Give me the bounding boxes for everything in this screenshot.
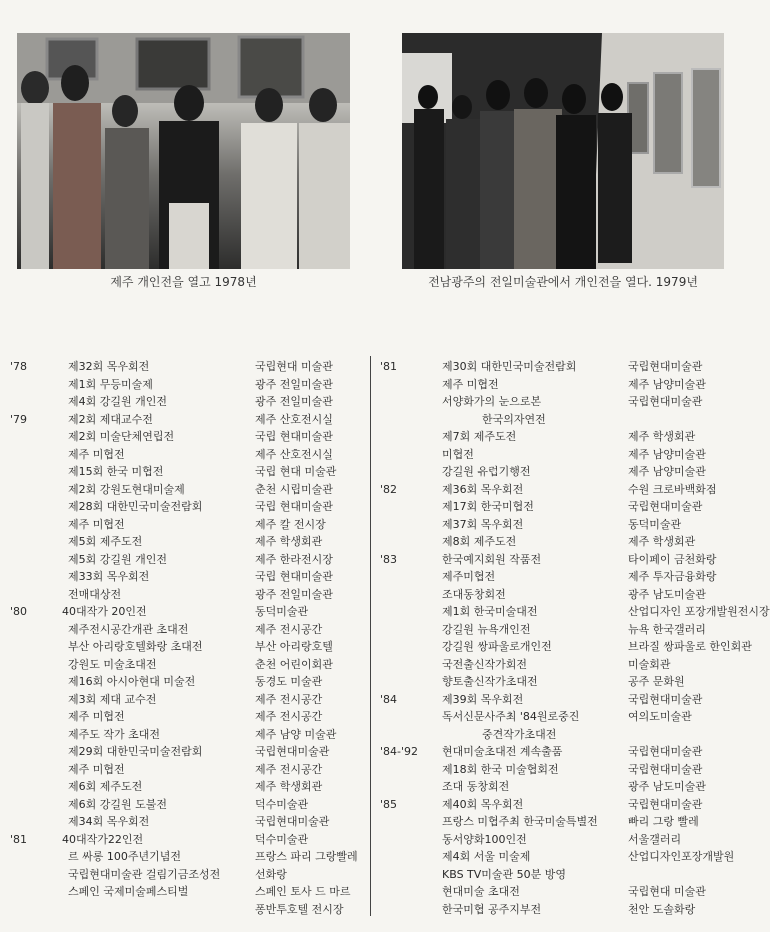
entry-venue: 제주 산호전시실: [255, 412, 333, 426]
exhibition-entry: [380, 866, 732, 884]
photo-caption-left: 제주 개인전을 열고 1978년: [110, 275, 257, 289]
exhibition-entry: [10, 568, 362, 586]
exhibition-entry: [380, 901, 732, 919]
exhibition-entry: [10, 376, 362, 394]
entry-venue: 동덕미술관: [255, 605, 309, 618]
entry-venue: 뉴욕 한국갤러리: [628, 622, 706, 636]
entry-event: 한국미협 공주지부전: [442, 902, 542, 916]
entry-event: 조대 동창회전: [442, 780, 510, 793]
entry-venue: 국립현대미술관: [628, 745, 703, 758]
exhibition-entry: [10, 831, 362, 849]
entry-event: 제2회 제대교수전: [68, 412, 153, 426]
exhibition-entry: [380, 743, 732, 761]
exhibition-entry: [380, 778, 732, 796]
entry-venue: 국립현대미술관: [628, 797, 703, 811]
entry-venue: 빠리 그랑 빨레: [628, 815, 699, 828]
entry-event: 제17회 한국미협전: [442, 500, 534, 513]
entry-venue: 미술회관: [628, 657, 671, 671]
entry-venue: 제주 투자금융화랑: [628, 570, 717, 583]
entry-venue: 제주 남양 미술관: [255, 727, 337, 741]
entry-event: 제36회 목우회전: [442, 482, 524, 496]
entry-event: 한국의자연전: [482, 412, 546, 426]
exhibition-entry: [380, 463, 732, 481]
entry-event: 제4회 강길원 개인전: [68, 395, 167, 408]
entry-event: 제34회 목우회전: [68, 815, 150, 828]
exhibition-entry: [380, 446, 732, 464]
exhibition-entry: [380, 551, 732, 569]
entry-venue: 국립현대 미술관: [628, 885, 706, 898]
entry-venue: 춘천 시립미술관: [255, 482, 333, 496]
entry-event: 제주미협전: [442, 570, 496, 583]
entry-venue: 산업디자인포장개발원: [628, 850, 735, 863]
exhibition-entry: [380, 603, 770, 621]
entry-event: 현대미술초대전 계속출품: [442, 745, 563, 758]
entry-event: 제29회 대한민국미술전람회: [68, 745, 203, 758]
entry-year: '83: [380, 552, 398, 566]
entry-venue: 국립 현대 미술관: [255, 465, 337, 478]
exhibition-entry: [10, 796, 362, 814]
entry-event: 제3회 제대 교수전: [68, 692, 157, 706]
entry-venue: 광주 전일미술관: [255, 587, 333, 601]
exhibition-entry: [10, 393, 362, 411]
exhibition-entry: [380, 586, 732, 604]
entry-venue: 덕수미술관: [255, 797, 309, 811]
entry-event: 르 싸롱 100주년기념전: [68, 850, 181, 863]
entry-venue: 제주 학생회관: [255, 535, 323, 548]
entry-event: 현대미술 초대전: [442, 885, 520, 898]
entry-venue: 국립현대미술관: [628, 692, 703, 706]
entry-venue: 선화랑: [255, 867, 287, 881]
exhibition-entry: [380, 848, 735, 866]
entry-venue: 춘천 어린이회관: [255, 657, 333, 671]
entry-venue: 제주 전시공간: [255, 622, 323, 636]
entry-venue: 제주 한라전시장: [255, 552, 333, 566]
exhibition-entry: [380, 411, 732, 429]
entry-venue: 수원 크로바백화점: [628, 482, 717, 496]
entry-event: 제2회 강원도현대미술제: [68, 482, 185, 496]
column-divider: [370, 356, 371, 916]
entry-event: 제2회 미술단체연립전: [68, 430, 175, 443]
entry-event: 제주 미협전: [68, 447, 125, 461]
entry-venue: 프랑스 파리 그랑빨레: [255, 850, 358, 863]
exhibition-entry: [10, 586, 362, 604]
entry-venue: 제주 남양미술관: [628, 377, 706, 391]
exhibition-entry: [10, 621, 362, 639]
entry-event: 스페인 국제미술페스티벌: [68, 885, 189, 898]
exhibition-entry: [380, 656, 732, 674]
entry-event: 조대동창회전: [442, 587, 506, 601]
entry-event: 제37회 목우회전: [442, 517, 524, 531]
entry-venue: 스페인 토사 드 마르: [255, 885, 351, 898]
entry-event: 제16회 아시아현대 미술전: [68, 675, 196, 688]
entry-event: 제6회 제주도전: [68, 780, 143, 793]
exhibition-list-right: [380, 358, 770, 918]
exhibition-entry: [380, 568, 732, 586]
entry-venue: 부산 아리랑호텔: [255, 640, 333, 653]
entry-event: 프랑스 미협주최 한국미술특별전: [442, 815, 598, 828]
exhibition-entry: [10, 411, 362, 429]
entry-event: 미협전: [442, 447, 474, 461]
exhibition-entry: [10, 638, 362, 656]
exhibition-entry: [380, 691, 732, 709]
exhibition-entry: [10, 901, 362, 919]
exhibition-entry: [380, 358, 732, 376]
photo-exhibition-1979: [402, 33, 724, 269]
entry-venue: 공주 문화원: [628, 675, 685, 688]
entry-venue: 산업디자인 포장개발원전시장: [628, 605, 770, 618]
entry-event: KBS TV미술관 50분 방영: [442, 867, 567, 881]
entry-year: '84: [380, 692, 398, 706]
entry-venue: 국립현대미술관: [628, 360, 703, 373]
entry-venue: 제주 전시공간: [255, 762, 323, 776]
exhibition-entry: [10, 551, 362, 569]
entry-venue: 광주 남도미술관: [628, 780, 706, 793]
exhibition-entry: [10, 358, 362, 376]
entry-year: '80: [10, 605, 28, 618]
entry-venue: 제주 학생회관: [628, 430, 696, 443]
exhibition-entry: [10, 778, 362, 796]
entry-event: 강길원 쌍파울로개인전: [442, 640, 552, 653]
entry-event: 독서신문사주최 '84원로중진: [442, 710, 580, 723]
entry-event: 40대작가22인전: [62, 832, 144, 846]
exhibition-entry: [380, 813, 732, 831]
exhibition-entry: [10, 866, 362, 884]
photo-exhibition-1978: [17, 33, 350, 269]
entry-event: 제32회 목우회전: [68, 360, 150, 373]
exhibition-entry: [380, 883, 732, 901]
entry-venue: 제주 칼 전시장: [255, 517, 326, 531]
entry-venue: 국립 현대미술관: [255, 500, 333, 513]
entry-year: '81: [10, 832, 28, 846]
entry-venue: 국립 현대미술관: [255, 430, 333, 443]
entry-venue: 광주 전일미술관: [255, 377, 333, 391]
entry-event: 제33회 목우회전: [68, 570, 150, 583]
exhibition-entry: [10, 446, 362, 464]
entry-venue: 브라질 쌍파울로 한인회관: [628, 640, 752, 653]
entry-event: 제주 미협전: [68, 710, 125, 723]
exhibition-entry: [380, 516, 732, 534]
entry-venue: 제주 전시공간: [255, 692, 323, 706]
entry-venue: 국립현대 미술관: [255, 360, 333, 373]
exhibition-entry: [380, 638, 752, 656]
exhibition-entry: [10, 463, 362, 481]
entry-year: '85: [380, 797, 398, 811]
entry-venue: 국립현대미술관: [255, 745, 330, 758]
exhibition-entry: [10, 516, 362, 534]
exhibition-entry: [10, 481, 362, 499]
exhibition-entry: [10, 533, 362, 551]
entry-event: 제주 미협전: [68, 762, 125, 776]
entry-event: 강원도 미술초대전: [68, 657, 157, 671]
exhibition-entry: [10, 848, 362, 866]
exhibition-entry: [10, 428, 362, 446]
exhibition-entry: [10, 761, 362, 779]
photo-people-illustration: [17, 33, 350, 269]
entry-event: 향토출신작가초대전: [442, 675, 538, 688]
entry-event: 제39회 목우회전: [442, 692, 524, 706]
entry-venue: 제주 산호전시실: [255, 447, 333, 461]
entry-event: 동서양화100인전: [442, 832, 527, 846]
entry-venue: 타이페이 금천화랑: [628, 552, 717, 566]
exhibition-entry: [380, 393, 732, 411]
entry-venue: 동덕미술관: [628, 517, 682, 531]
entry-event: 제5회 제주도전: [68, 535, 143, 548]
entry-venue: 제주 학생회관: [255, 780, 323, 793]
entry-venue: 국립 현대미술관: [255, 570, 333, 583]
entry-venue: 제주 남양미술관: [628, 465, 706, 478]
entry-year: '79: [10, 412, 28, 426]
entry-event: 국전출신작가회전: [442, 657, 528, 671]
entry-event: 제주 미협전: [442, 377, 499, 391]
exhibition-entry: [380, 376, 732, 394]
entry-event: 제30회 대한민국미술전람회: [442, 360, 577, 373]
entry-event: 한국예지회원 작품전: [442, 552, 542, 566]
exhibition-entry: [380, 621, 732, 639]
exhibition-entry: [380, 708, 732, 726]
photo-gallery-illustration: [402, 33, 724, 269]
entry-event: 제주도 작가 초대전: [68, 727, 161, 741]
entry-venue: 여의도미술관: [628, 710, 692, 723]
exhibition-entry: [10, 743, 362, 761]
exhibition-entry: [380, 481, 732, 499]
exhibition-entry: [380, 761, 732, 779]
entry-event: 중견작가초대전: [482, 727, 557, 741]
entry-venue: 국립현대미술관: [628, 500, 703, 513]
exhibition-entry: [10, 726, 362, 744]
entry-event: 제주 미협전: [68, 517, 125, 531]
entry-venue: 서울갤러리: [628, 832, 682, 846]
entry-year: '84-'92: [380, 745, 419, 758]
exhibition-entry: [10, 813, 362, 831]
entry-venue: 천안 도솔화랑: [628, 902, 696, 916]
entry-venue: 국립현대미술관: [628, 762, 703, 776]
exhibition-entry: [380, 673, 732, 691]
entry-event: 서양화가의 눈으로본: [442, 395, 542, 408]
entry-venue: 제주 전시공간: [255, 710, 323, 723]
exhibition-entry: [10, 673, 362, 691]
exhibition-entry: [10, 708, 362, 726]
exhibition-entry: [10, 656, 362, 674]
entry-event: 제40회 목우회전: [442, 797, 524, 811]
entry-venue: 제주 남양미술관: [628, 447, 706, 461]
entry-venue: 덕수미술관: [255, 832, 309, 846]
exhibition-entry: [10, 691, 362, 709]
entry-event: 국립현대미술관 걸림기금조성전: [68, 867, 221, 881]
entry-event: 제18회 한국 미술협회전: [442, 762, 559, 776]
entry-venue: 동경도 미술관: [255, 675, 323, 688]
exhibition-entry: [10, 883, 362, 901]
entry-event: 제주전시공간개관 초대전: [68, 622, 189, 636]
entry-event: 제28회 대한민국미술전람회: [68, 500, 203, 513]
entry-event: 제1회 무등미술제: [68, 377, 153, 391]
entry-event: 제8회 제주도전: [442, 535, 517, 548]
entry-event: 제15회 한국 미협전: [68, 465, 164, 478]
entry-event: 부산 아리랑호텔화랑 초대전: [68, 640, 203, 653]
exhibition-entry: [380, 498, 732, 516]
entry-event: 제6회 강길원 도불전: [68, 797, 167, 811]
exhibition-entry: [380, 428, 732, 446]
entry-event: 강길원 유럽기행전: [442, 465, 531, 478]
entry-venue: 퐁반투호텔 전시장: [255, 902, 344, 916]
exhibition-entry: [380, 796, 732, 814]
exhibition-entry: [10, 603, 362, 621]
entry-venue: 광주 전일미술관: [255, 395, 333, 408]
entry-venue: 국립현대미술관: [628, 395, 703, 408]
entry-year: '78: [10, 360, 28, 373]
exhibition-entry: [380, 533, 732, 551]
entry-event: 전매대상전: [68, 587, 122, 601]
exhibition-entry: [10, 498, 362, 516]
entry-year: '82: [380, 482, 398, 496]
entry-venue: 제주 학생회관: [628, 535, 696, 548]
entry-event: 40대작가 20인전: [62, 605, 147, 618]
entry-event: 제7회 제주도전: [442, 430, 517, 443]
exhibition-entry: [380, 726, 732, 744]
exhibition-list-left: [10, 358, 362, 918]
exhibition-entry: [380, 831, 732, 849]
entry-venue: 광주 남도미술관: [628, 587, 706, 601]
entry-venue: 국립현대미술관: [255, 815, 330, 828]
entry-event: 제4회 서울 미술제: [442, 850, 531, 863]
entry-event: 강길원 뉴욕개인전: [442, 622, 531, 636]
photo-caption-right: 전남광주의 전일미술관에서 개인전을 열다. 1979년: [428, 275, 698, 289]
entry-year: '81: [380, 360, 398, 373]
entry-event: 제1회 한국미술대전: [442, 605, 538, 618]
entry-event: 제5회 강길원 개인전: [68, 552, 167, 566]
